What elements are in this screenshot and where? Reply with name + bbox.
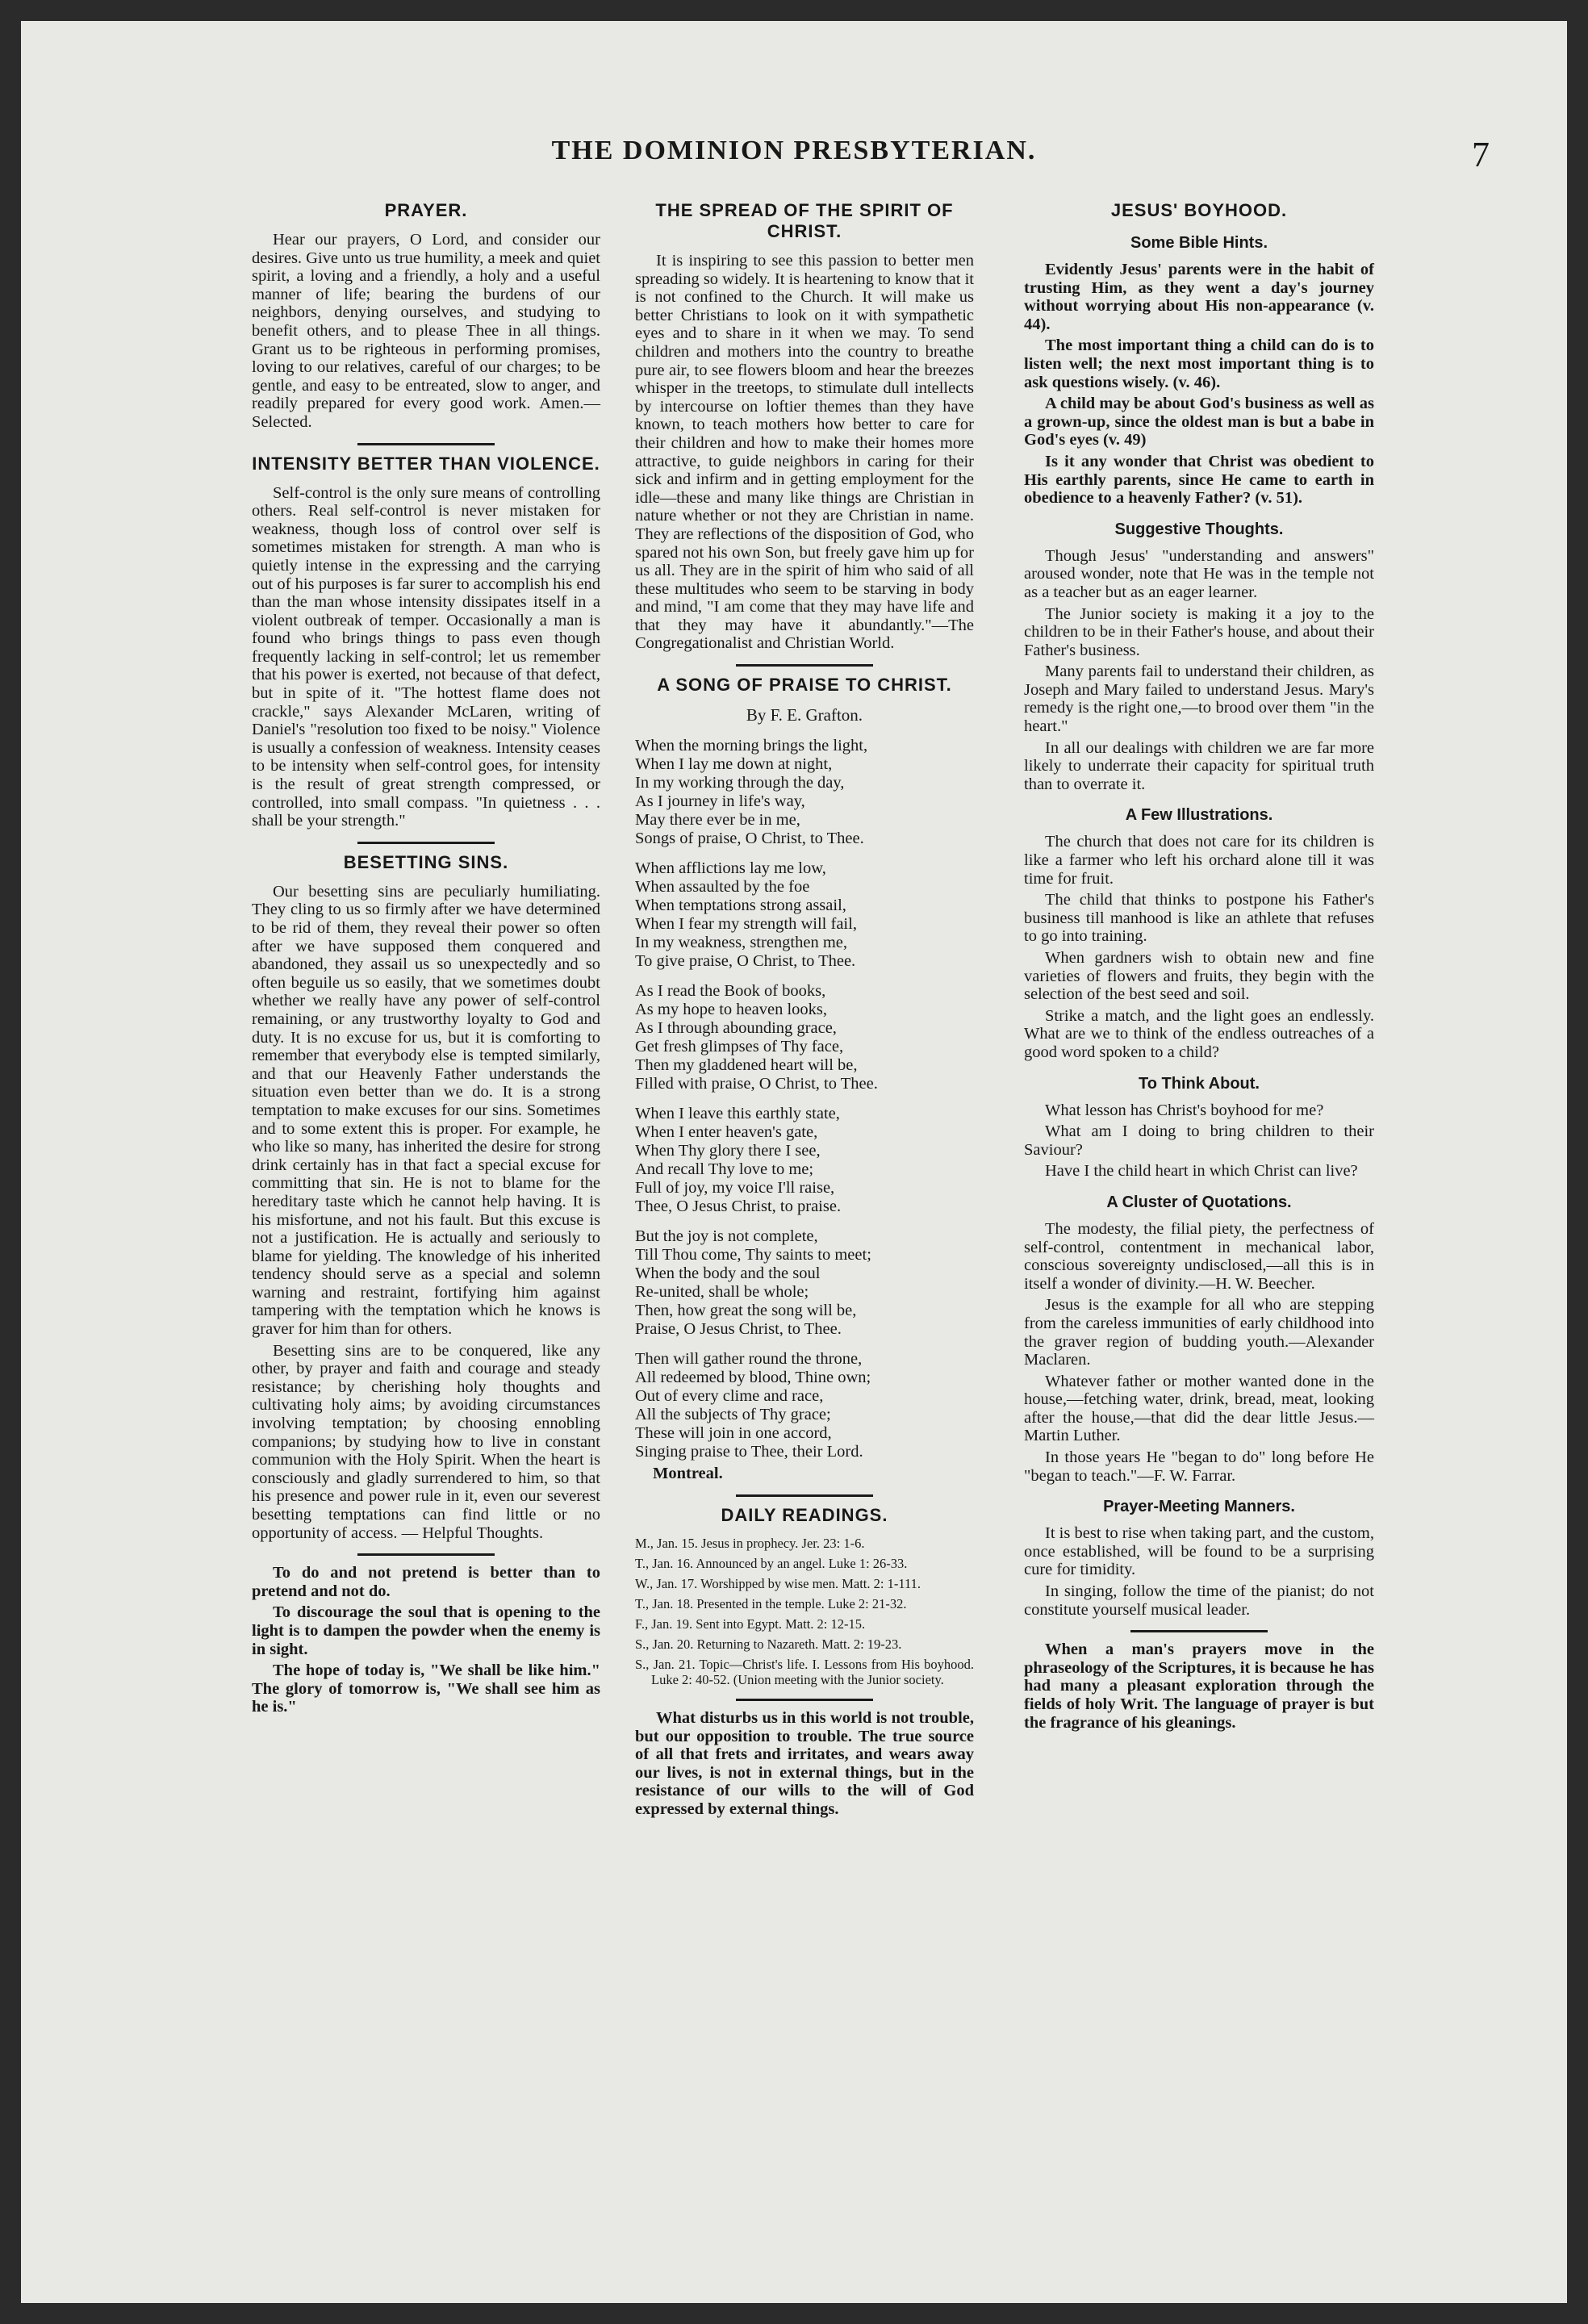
hint-paragraph: Is it any wonder that Christ was obedient to His earthly parents, since He came to earth in obedience to a heavenly Father? (v. 51). (1024, 452, 1374, 508)
spread-text: It is inspiring to see this passion to better men spreading so widely. It is heartening to know that it is not confined to the Church. It will make us better Christians to look on it with sympathetic eyes and to share in it when we may. To send children and mothers into the country to breathe pure air, to see flowers bloom and hear the breezes whisper in the treetops, to stimulate dull intellects by intercourse on loftier themes than they have known, to teach mothers how better to care for their children and how to make their homes more attractive, to guide neighbors in caring for their sick and infirm and in getting employment for the idle—these and many like things are Christian in nature whether or not they are Christian in name. They are reflections of the disposition of God, who spared not his own Son, but freely gave him up for us all. They are in the spirit of him who said of all these multitudes who seem to be starving in body and mind, "I am come that they may have life and that they may have it abundantly."—The Congregationalist and Christian World. (635, 252, 974, 653)
quotation-paragraph: Whatever father or mother wanted done in the house,—fetching water, drink, bread, meat, looking after the house,—that did the dear little Jesus.—Martin Luther. (1024, 1372, 1374, 1445)
closing-text: When a man's prayers move in the phraseology of the Scriptures, it is because he has had many a pleasant exploration through the fields of holy Writ. The language of prayer is but the fragrance of his gleanings. (1024, 1641, 1374, 1732)
stanza (635, 859, 974, 971)
think-heading: To Think About. (1139, 1074, 1260, 1093)
reading-item: F., Jan. 19. Sent into Egypt. Matt. 2: 12-15. (635, 1616, 866, 1632)
poem-line: Filled with praise, O Christ, to Thee. (635, 1075, 878, 1093)
poem-line: But the joy is not complete, (635, 1227, 818, 1246)
masthead: THE DOMINION PRESBYTERIAN. (551, 136, 1037, 165)
saying: To do and not pretend is better than to pretend and not do. (252, 1564, 600, 1600)
poem-line: Praise, O Jesus Christ, to Thee. (635, 1320, 842, 1339)
column-center (635, 182, 974, 1822)
readings-heading: DAILY READINGS. (721, 1505, 888, 1526)
stanza (635, 1105, 974, 1216)
think-paragraph: What lesson has Christ's boyhood for me? (1045, 1101, 1324, 1119)
divider (736, 1494, 873, 1497)
poem-line: Then, how great the song will be, (635, 1302, 857, 1320)
reading-item: T., Jan. 18. Presented in the temple. Luke 2: 21-32. (635, 1596, 907, 1612)
manners-paragraph: It is best to rise when taking part, and the custom, once established, will be found to be a surprising cure for timidity. (1024, 1524, 1374, 1579)
poem-line: When the body and the soul (635, 1264, 821, 1283)
poem-line: When I enter heaven's gate, (635, 1123, 818, 1142)
saying: The hope of today is, "We shall be like him." The glory of tomorrow is, "We shall see him as he is." (252, 1661, 600, 1716)
poem-line: When temptations strong assail, (635, 897, 846, 915)
boyhood-heading: JESUS' BOYHOOD. (1110, 200, 1288, 220)
quotation-paragraph: Jesus is the example for all who are stepping from the careless immunities of early childhood into the graver region of budding youth.—Alexander Maclaren. (1024, 1296, 1374, 1369)
poem-line: Re-united, shall be whole; (635, 1283, 809, 1302)
illustration-paragraph: Strike a match, and the light goes an endlessly. What are we to think of the endless outreaches of a good word spoken to a child? (1024, 1006, 1374, 1061)
poem-line: To give praise, O Christ, to Thee. (635, 952, 856, 971)
reading-item: T., Jan. 16. Announced by an angel. Luke 1: 26-33. (635, 1556, 908, 1572)
besetting-heading: BESETTING SINS. (343, 851, 509, 872)
poem-line: Thee, O Jesus Christ, to praise. (635, 1198, 842, 1216)
think-paragraph: Have I the child heart in which Christ can live? (1045, 1162, 1358, 1181)
poem-line: When I fear my strength will fail, (635, 915, 857, 934)
song-heading: A SONG OF PRAISE TO CHRIST. (657, 675, 952, 696)
column-left (252, 182, 600, 1720)
disturbs-text: What disturbs us in this world is not trouble, but our opposition to trouble. The true source of all that frets and irritates, and wears away our lives, is not in external things, but in the resistance of our wills to the will of God expressed by external things. (635, 1709, 974, 1819)
song-byline: By F. E. Grafton. (746, 705, 863, 725)
quotation-paragraph: The modesty, the filial piety, the perfectness of self-control, contentment in mechanical labor, conscious sovereignty undisclosed,—all this is in itself a wonder of divinity.—H. W. Beecher. (1024, 1219, 1374, 1293)
besetting-text-1: Our besetting sins are peculiarly humiliating. They cling to us so firmly after we have determined to be rid of them, they reveal their power so often after we have supposed them conquered and abandoned, they assail us so unexpectedly and so often beguile us so easily, that we sometimes doubt whether we really have any power of self-control remaining, or any trustworthy loyalty to God and duty. It is no excuse for us, but it is comforting to remember that everybody else is tempted similarly, and that our Heavenly Father understands the situation even better than we do. It is a strong temptation to make excuses for our sins. Sometimes and to some extent this is proper. For example, he who like so many, has inherited the desire for strong drink certainly has in that fact a special excuse for committing that sin. He is not to blame for the hereditary taste which he cannot help having. It is his misfortune, and not his fault. But this excuse is not a justification. He is actually and seriously to blame for yielding. The knowledge of his inherited tendency should serve as a special and solemn warning and restraint, fortifying him against tampering with the temptation which he knows is graver for him than for others. (252, 882, 600, 1339)
divider (1130, 1630, 1268, 1632)
poem-line: As my hope to heaven looks, (635, 1001, 827, 1019)
poem-line: When I leave this earthly state, (635, 1105, 840, 1123)
divider (357, 443, 495, 445)
divider (736, 1699, 873, 1701)
manners-heading: Prayer-Meeting Manners. (1103, 1498, 1295, 1516)
poem-line: In my working through the day, (635, 774, 845, 792)
spread-heading: THE SPREAD OF THE SPIRIT OF CHRIST. (655, 200, 954, 241)
illustration-paragraph: When gardners wish to obtain new and fine varieties of flowers and fruits, they begin with the selection of the best seed and soil. (1024, 949, 1374, 1004)
page-number: 7 (1472, 135, 1490, 174)
poem-line: In my weakness, strengthen me, (635, 934, 848, 952)
quotations-heading: A Cluster of Quotations. (1106, 1193, 1292, 1211)
thought-paragraph: Many parents fail to understand their children, as Joseph and Mary failed to understand Jesus. Mary's remedy is the right one,—to brood over them "in the heart." (1024, 663, 1374, 736)
poem-line: When I lay me down at night, (635, 755, 833, 774)
poem-line: When afflictions lay me low, (635, 859, 826, 878)
hint-paragraph: A child may be about God's business as well as a grown-up, since the oldest man is but a babe in God's eyes (v. 49) (1024, 395, 1374, 449)
song-place: Montreal. (653, 1465, 723, 1483)
quotation-paragraph: In those years He "began to do" long before He "began to teach."—F. W. Farrar. (1024, 1448, 1374, 1485)
poem-line: Get fresh glimpses of Thy face, (635, 1038, 844, 1056)
think-paragraph: What am I doing to bring children to their Saviour? (1024, 1122, 1374, 1159)
hint-paragraph: Evidently Jesus' parents were in the habit of trusting Him, as they went a day's journey without worrying about His non-appearance (v. 44). (1024, 261, 1374, 333)
thought-paragraph: The Junior society is making it a joy to the children to be in their Father's house, and about their Father's business. (1024, 604, 1374, 659)
poem-line: When the morning brings the light, (635, 737, 868, 755)
poem-line: All the subjects of Thy grace; (635, 1406, 831, 1424)
illustrations-heading: A Few Illustrations. (1125, 806, 1273, 825)
stanza (635, 1350, 974, 1461)
divider (736, 664, 873, 667)
prayer-heading: PRAYER. (384, 200, 468, 220)
reading-item: S., Jan. 21. Topic—Christ's life. I. Lessons from His boyhood. Luke 2: 40-52. (Union meeting with the Junior society. (635, 1657, 974, 1688)
poem-line: These will join in one accord, (635, 1424, 832, 1443)
besetting-text-2: Besetting sins are to be conquered, like any other, by prayer and faith and courage and steady resistance; by cherishing holy thoughts and cultivating holy aims; by avoiding circumstances involving temptation; by choosing ennobling companions; by studying how to live in constant communion with the Holy Spirit. When the heart is consciously and gladly surrendered to him, so that his presence and power rule in it, even our severest besetting temptations can find little or no opportunity of access. — Helpful Thoughts. (252, 1341, 600, 1542)
divider (357, 1553, 495, 1556)
poem-line: Till Thou come, Thy saints to meet; (635, 1246, 871, 1264)
thought-paragraph: In all our dealings with children we are far more likely to underrate their capacity for spiritual truth than to overrate it. (1024, 738, 1374, 793)
poem-line: As I read the Book of books, (635, 982, 826, 1001)
poem-line: When assaulted by the foe (635, 878, 810, 897)
column-right (1024, 182, 1374, 1735)
poem-line: All redeemed by blood, Thine own; (635, 1369, 871, 1387)
poem-line: Out of every clime and race, (635, 1387, 824, 1406)
stanza (635, 1227, 974, 1339)
illustration-paragraph: The child that thinks to postpone his Father's business till manhood is like an athlete that refuses to go into training. (1024, 891, 1374, 946)
stanza (635, 982, 974, 1093)
thought-paragraph: Though Jesus' "understanding and answers" aroused wonder, note that He was in the temple not as a teacher but as an eager learner. (1024, 546, 1374, 601)
poem-line: As I journey in life's way, (635, 792, 805, 811)
saying: To discourage the soul that is opening to the light is to dampen the powder when the enemy is in sight. (252, 1603, 600, 1658)
poem-line: As I through abounding grace, (635, 1019, 837, 1038)
poem-line: Then will gather round the throne, (635, 1350, 863, 1369)
hint-paragraph: The most important thing a child can do is to listen well; the next most important thing is to ask questions wisely. (v. 46). (1024, 336, 1374, 391)
reading-item: W., Jan. 17. Worshipped by wise men. Matt. 2: 1-111. (635, 1576, 921, 1592)
poem-line: Singing praise to Thee, their Lord. (635, 1443, 863, 1461)
poem-line: Songs of praise, O Christ, to Thee. (635, 830, 864, 848)
stanza (635, 737, 974, 848)
poem-line: May there ever be in me, (635, 811, 800, 830)
prayer-text: Hear our prayers, O Lord, and consider our desires. Give unto us true humility, a meek and quiet spirit, a loving and a friendly, a holy and a useful manner of life; bearing the burdens of our neighbors, denying ourselves, and studying to benefit others, and to please Thee in all things. Grant us to be righteous in performing promises, loving to our relatives, careful of our charges; to be gentle, and easy to be entreated, slow to anger, and readily prepared for every good work. Amen.—Selected. (252, 231, 600, 431)
reading-item: M., Jan. 15. Jesus in prophecy. Jer. 23: 1-6. (635, 1536, 865, 1552)
intensity-text: Self-control is the only sure means of controlling others. Real self-control is never mistaken for weakness, though loss of control over self is sometimes mistaken for strength. A man who is quietly intense in the expressing and the carrying out of his purposes is far surer to accomplish his end than the man whose intensity dissipates itself in a violent outbreak of temper. Occasionally a man is found who brings things to pass even though frequently lacking in self-control; let us remember that his power is exerted, not because of that defect, but in spite of it. "The hottest flame does not crackle," says Alexander McLaren, writing of Daniel's "resolution too fixed to be noisy." Violence is usually a confession of weakness. Intensity ceases to be intensity when self-control goes, for intensity is the result of great strength compressed, or controlled, into small compass. "In quietness . . . shall be your strength." (252, 483, 600, 830)
thoughts-heading: Suggestive Thoughts. (1114, 520, 1284, 538)
illustration-paragraph: The church that does not care for its children is like a farmer who left his orchard alone till it was time for fruit. (1024, 833, 1374, 888)
divider (357, 842, 495, 844)
newspaper-page (21, 21, 1567, 2303)
poem-line: Full of joy, my voice I'll raise, (635, 1179, 835, 1198)
intensity-heading: INTENSITY BETTER THAN VIOLENCE. (252, 453, 600, 474)
poem-line: Then my gladdened heart will be, (635, 1056, 858, 1075)
manners-paragraph: In singing, follow the time of the pianist; do not constitute yourself musical leader. (1024, 1582, 1374, 1619)
hints-heading: Some Bible Hints. (1130, 234, 1268, 252)
poem-line: When Thy glory there I see, (635, 1142, 821, 1160)
reading-item: S., Jan. 20. Returning to Nazareth. Matt. 2: 19-23. (635, 1636, 902, 1653)
poem-line: And recall Thy love to me; (635, 1160, 814, 1179)
